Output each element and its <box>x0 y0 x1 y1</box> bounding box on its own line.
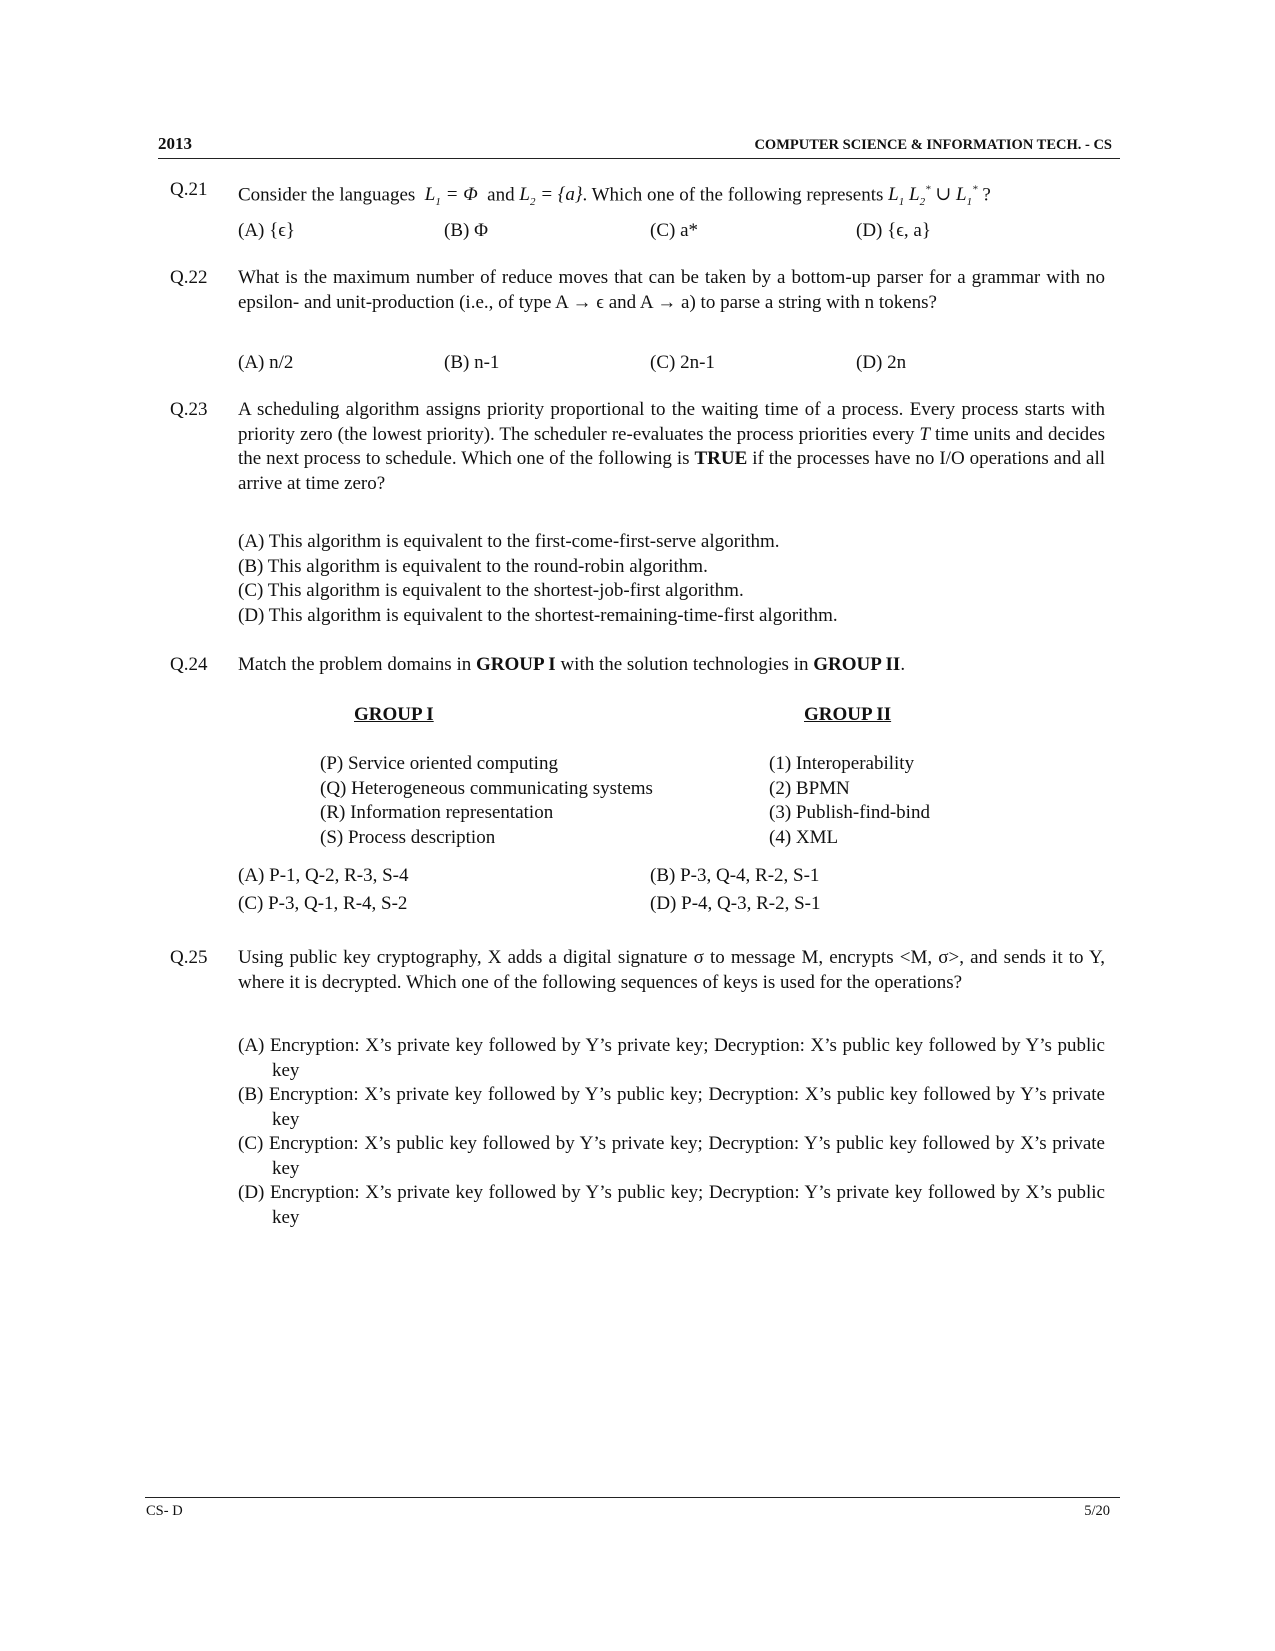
option-a: (A) P-1, Q-2, R-3, S-4 <box>238 865 409 886</box>
paper-code: CS- D <box>146 1503 183 1519</box>
group-2-heading: GROUP II <box>804 704 892 725</box>
option-b: (B) Encryption: X’s private key followed by Y’s public key; Decryption: X’s public key followed by Y’s private key <box>238 1084 1105 1130</box>
group-1-heading: GROUP I <box>354 704 434 725</box>
option-d: (D) {ϵ, a} <box>856 220 931 241</box>
group-1-item-q: (Q) Heterogeneous communicating systems <box>320 777 653 799</box>
group-2-item-2: (2) BPMN <box>769 777 850 799</box>
page-header <box>158 134 1120 159</box>
group-2-list <box>769 752 930 850</box>
option-b: (B) This algorithm is equivalent to the round-robin algorithm. <box>238 555 708 577</box>
option-a: (A) Encryption: X’s private key followed by Y’s private key; Decryption: X’s public key followed by Y’s public key <box>238 1035 1105 1081</box>
question-text: Using public key cryptography, X adds a digital signature σ to message M, encrypts <M, σ>, and sends it to Y, where it is decrypted. Which one of the following sequences of keys is used for the operations? <box>238 947 1105 993</box>
question-text: Match the problem domains in GROUP I with the solution technologies in GROUP II. <box>238 654 906 675</box>
option-a: (A) This algorithm is equivalent to the first-come-first-serve algorithm. <box>238 531 780 552</box>
math-expression: $L_1$ $L_2^*$ ∪ $L_1^*$ <box>888 184 978 209</box>
option-c: (C) a* <box>650 220 699 241</box>
q23-options <box>238 530 1105 628</box>
question-number: Q.24 <box>170 654 208 675</box>
group-1-item-p: (P) Service oriented computing <box>320 753 558 774</box>
option-b: (B) n-1 <box>444 352 500 373</box>
page-footer <box>145 1497 1120 1519</box>
option-c: (C) P-3, Q-1, R-4, S-2 <box>238 893 408 914</box>
math-L2-eq-a: $L_2 = \{a\}$ <box>519 184 583 209</box>
group-1-item-s: (S) Process description <box>320 826 496 848</box>
exam-year: 2013 <box>158 134 192 153</box>
group-2-item-1: (1) Interoperability <box>769 753 915 774</box>
option-a: (A) {ϵ} <box>238 220 296 241</box>
question-text: Consider the languages $L_1 = \Phi$ and $L_2 = \{a\}$. Which one of the following represents $L_1$ $L_2^*$ ∪ $L_1^*$ ? <box>238 184 991 209</box>
question-number: Q.23 <box>170 399 208 420</box>
q25-options <box>238 1034 1105 1230</box>
group-1-list <box>320 752 653 850</box>
option-d: (D) 2n <box>856 352 907 373</box>
question-text: What is the maximum number of reduce moves that can be taken by a bottom-up parser for a grammar with no epsilon- and unit-production (i.e., of type A → ϵ and A → a) to parse a string with n tokens? <box>238 267 1105 313</box>
option-c: (C) 2n-1 <box>650 352 715 373</box>
question-number: Q.25 <box>170 947 208 968</box>
question-number: Q.22 <box>170 267 208 288</box>
option-c: (C) Encryption: X’s public key followed by Y’s private key; Decryption: Y’s public key followed by X’s private key <box>238 1133 1105 1179</box>
option-d: (D) This algorithm is equivalent to the shortest-remaining-time-first algorithm. <box>238 604 838 626</box>
option-c: (C) This algorithm is equivalent to the shortest-job-first algorithm. <box>238 580 744 601</box>
group-2-item-3: (3) Publish-find-bind <box>769 802 930 823</box>
exam-title: COMPUTER SCIENCE & INFORMATION TECH. - CS <box>754 137 1112 153</box>
math-L1-eq-Phi: $L_1 = \Phi$ <box>424 184 478 209</box>
option-a: (A) n/2 <box>238 352 294 373</box>
option-d: (D) P-4, Q-3, R-2, S-1 <box>650 893 821 914</box>
question-number: Q.21 <box>170 179 208 200</box>
group-1-item-r: (R) Information representation <box>320 802 554 823</box>
option-b: (B) P-3, Q-4, R-2, S-1 <box>650 865 820 886</box>
option-b: (B) Φ <box>444 220 488 241</box>
group-2-item-4: (4) XML <box>769 826 839 848</box>
page-number: 5/20 <box>1084 1503 1110 1519</box>
question-text: A scheduling algorithm assigns priority proportional to the waiting time of a process. Every process starts with priority zero (the lowest priority). The scheduler re-evaluates the process priorities every T time units and decides the next process to schedule. Which one of the following is TRUE if the processes have no I/O operations and all arrive at time zero? <box>238 399 1106 494</box>
option-d: (D) Encryption: X’s private key followed by Y’s public key; Decryption: Y’s private key followed by X’s public key <box>238 1182 1105 1228</box>
